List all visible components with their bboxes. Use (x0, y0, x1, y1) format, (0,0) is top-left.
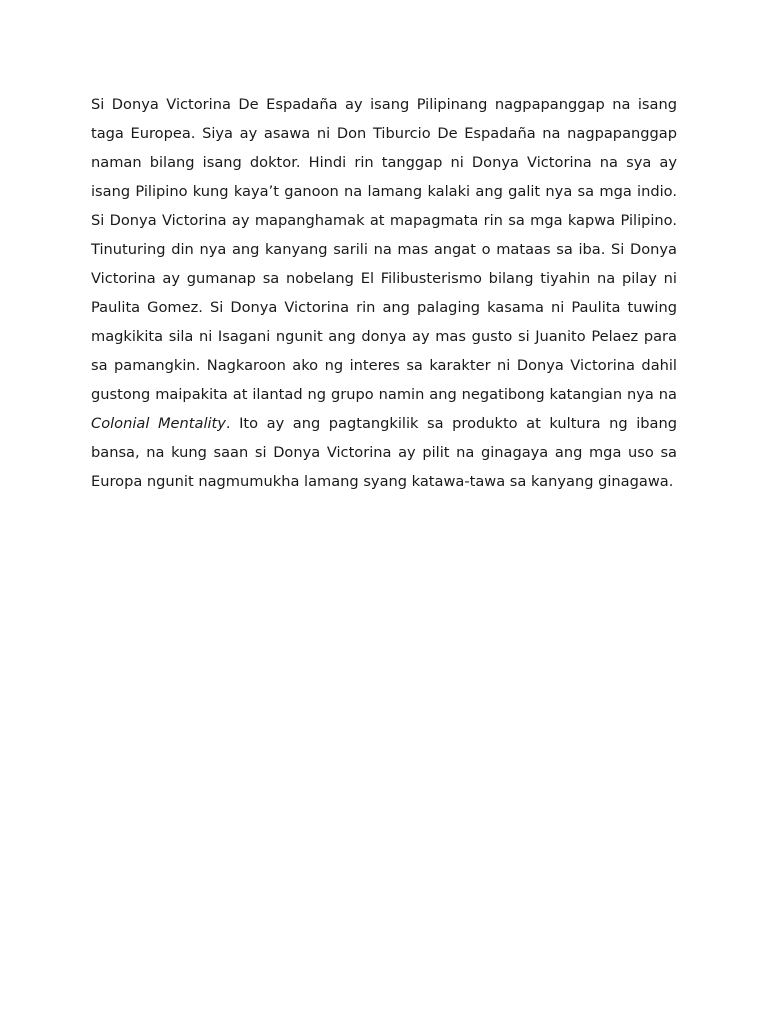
paragraph-text-part-2: . Ito ay ang pagtangkilik sa produkto at kultura ng ibang bansa, na kung saan si Donya Victorina ay pilit na ginagaya ang mga uso sa Europa ngunit nagmumukha lamang syang katawa-tawa sa kanyang ginagawa. (91, 415, 677, 490)
colonial-mentality-emphasis: Colonial Mentality (91, 415, 226, 432)
paragraph-text-part-1: Si Donya Victorina De Espadaña ay isang Pilipinang nagpapanggap na isang taga Europea. Siya ay asawa ni Don Tiburcio De Espadaña na nagpapanggap naman bilang isang doktor. Hindi rin tanggap ni Donya Victorina na sya ay isang Pilipino kung kaya’t ganoon na lamang kalaki ang galit nya sa mga indio. Si Donya Victorina ay mapanghamak at mapagmata rin sa mga kapwa Pilipino. Tinuturing din nya ang kanyang sarili na mas angat o mataas sa iba. Si Donya Victorina ay gumanap sa nobelang El Filibusterismo bilang tiyahin na pilay ni Paulita Gomez. Si Donya Victorina rin ang palaging kasama ni Paulita tuwing magkikita sila ni Isagani ngunit ang donya ay mas gusto si Juanito Pelaez para sa pamangkin. Nagkaroon ako ng interes sa karakter ni Donya Victorina dahil gustong maipakita at ilantad ng grupo namin ang negatibong katangian nya na (91, 96, 677, 403)
body-paragraph (91, 90, 677, 496)
